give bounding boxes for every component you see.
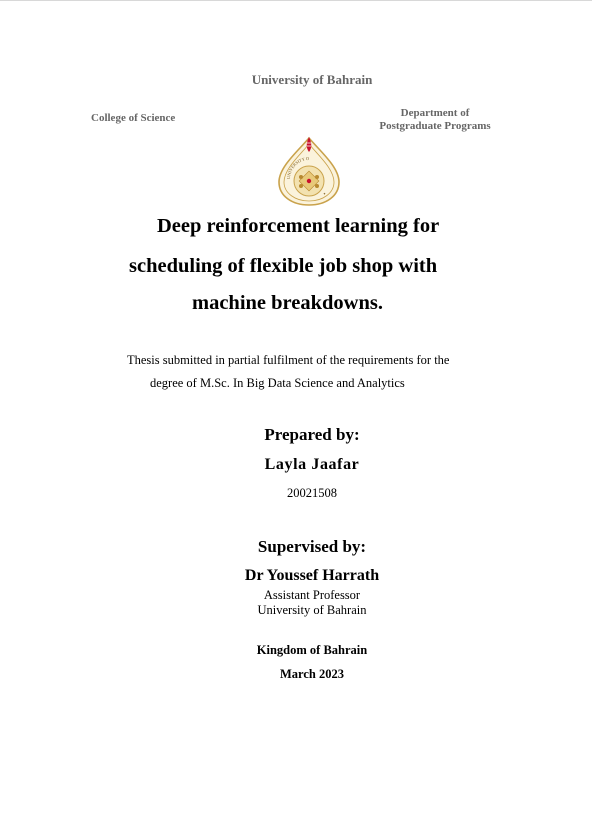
thesis-title-line-1: Deep reinforcement learning for: [157, 215, 440, 237]
student-id: 20021508: [287, 486, 337, 500]
university-name: University of Bahrain: [251, 72, 373, 87]
country-name: Kingdom of Bahrain: [256, 643, 368, 657]
thesis-purpose-line-1: Thesis submitted in partial fulfilment of the requirements for the: [127, 353, 450, 367]
college-name: College of Science: [91, 112, 176, 124]
department-name: [360, 107, 510, 133]
thesis-title-line-3: machine breakdowns.: [192, 292, 383, 314]
thesis-purpose-line-2: degree of M.Sc. In Big Data Science and Analytics: [150, 376, 405, 390]
supervisor-university: University of Bahrain: [257, 603, 367, 617]
supervisor-title: Assistant Professor: [263, 588, 361, 602]
university-seal-logo: [276, 135, 342, 207]
supervised-by-heading: Supervised by:: [257, 537, 367, 556]
prepared-by-heading: Prepared by:: [264, 425, 360, 444]
submission-date: March 2023: [280, 667, 344, 681]
author-name: Layla Jaafar: [264, 456, 360, 473]
department-line-2: Postgraduate Programs: [379, 120, 491, 132]
svg-text:✦: ✦: [323, 192, 326, 196]
page-top-border: [0, 0, 592, 1]
thesis-title-line-2: scheduling of flexible job shop with: [129, 255, 438, 277]
seal-arc-text: UNIVERSITY O: [285, 155, 310, 180]
supervisor-name: Dr Youssef Harrath: [244, 567, 380, 584]
department-line-1: Department of: [400, 107, 470, 119]
